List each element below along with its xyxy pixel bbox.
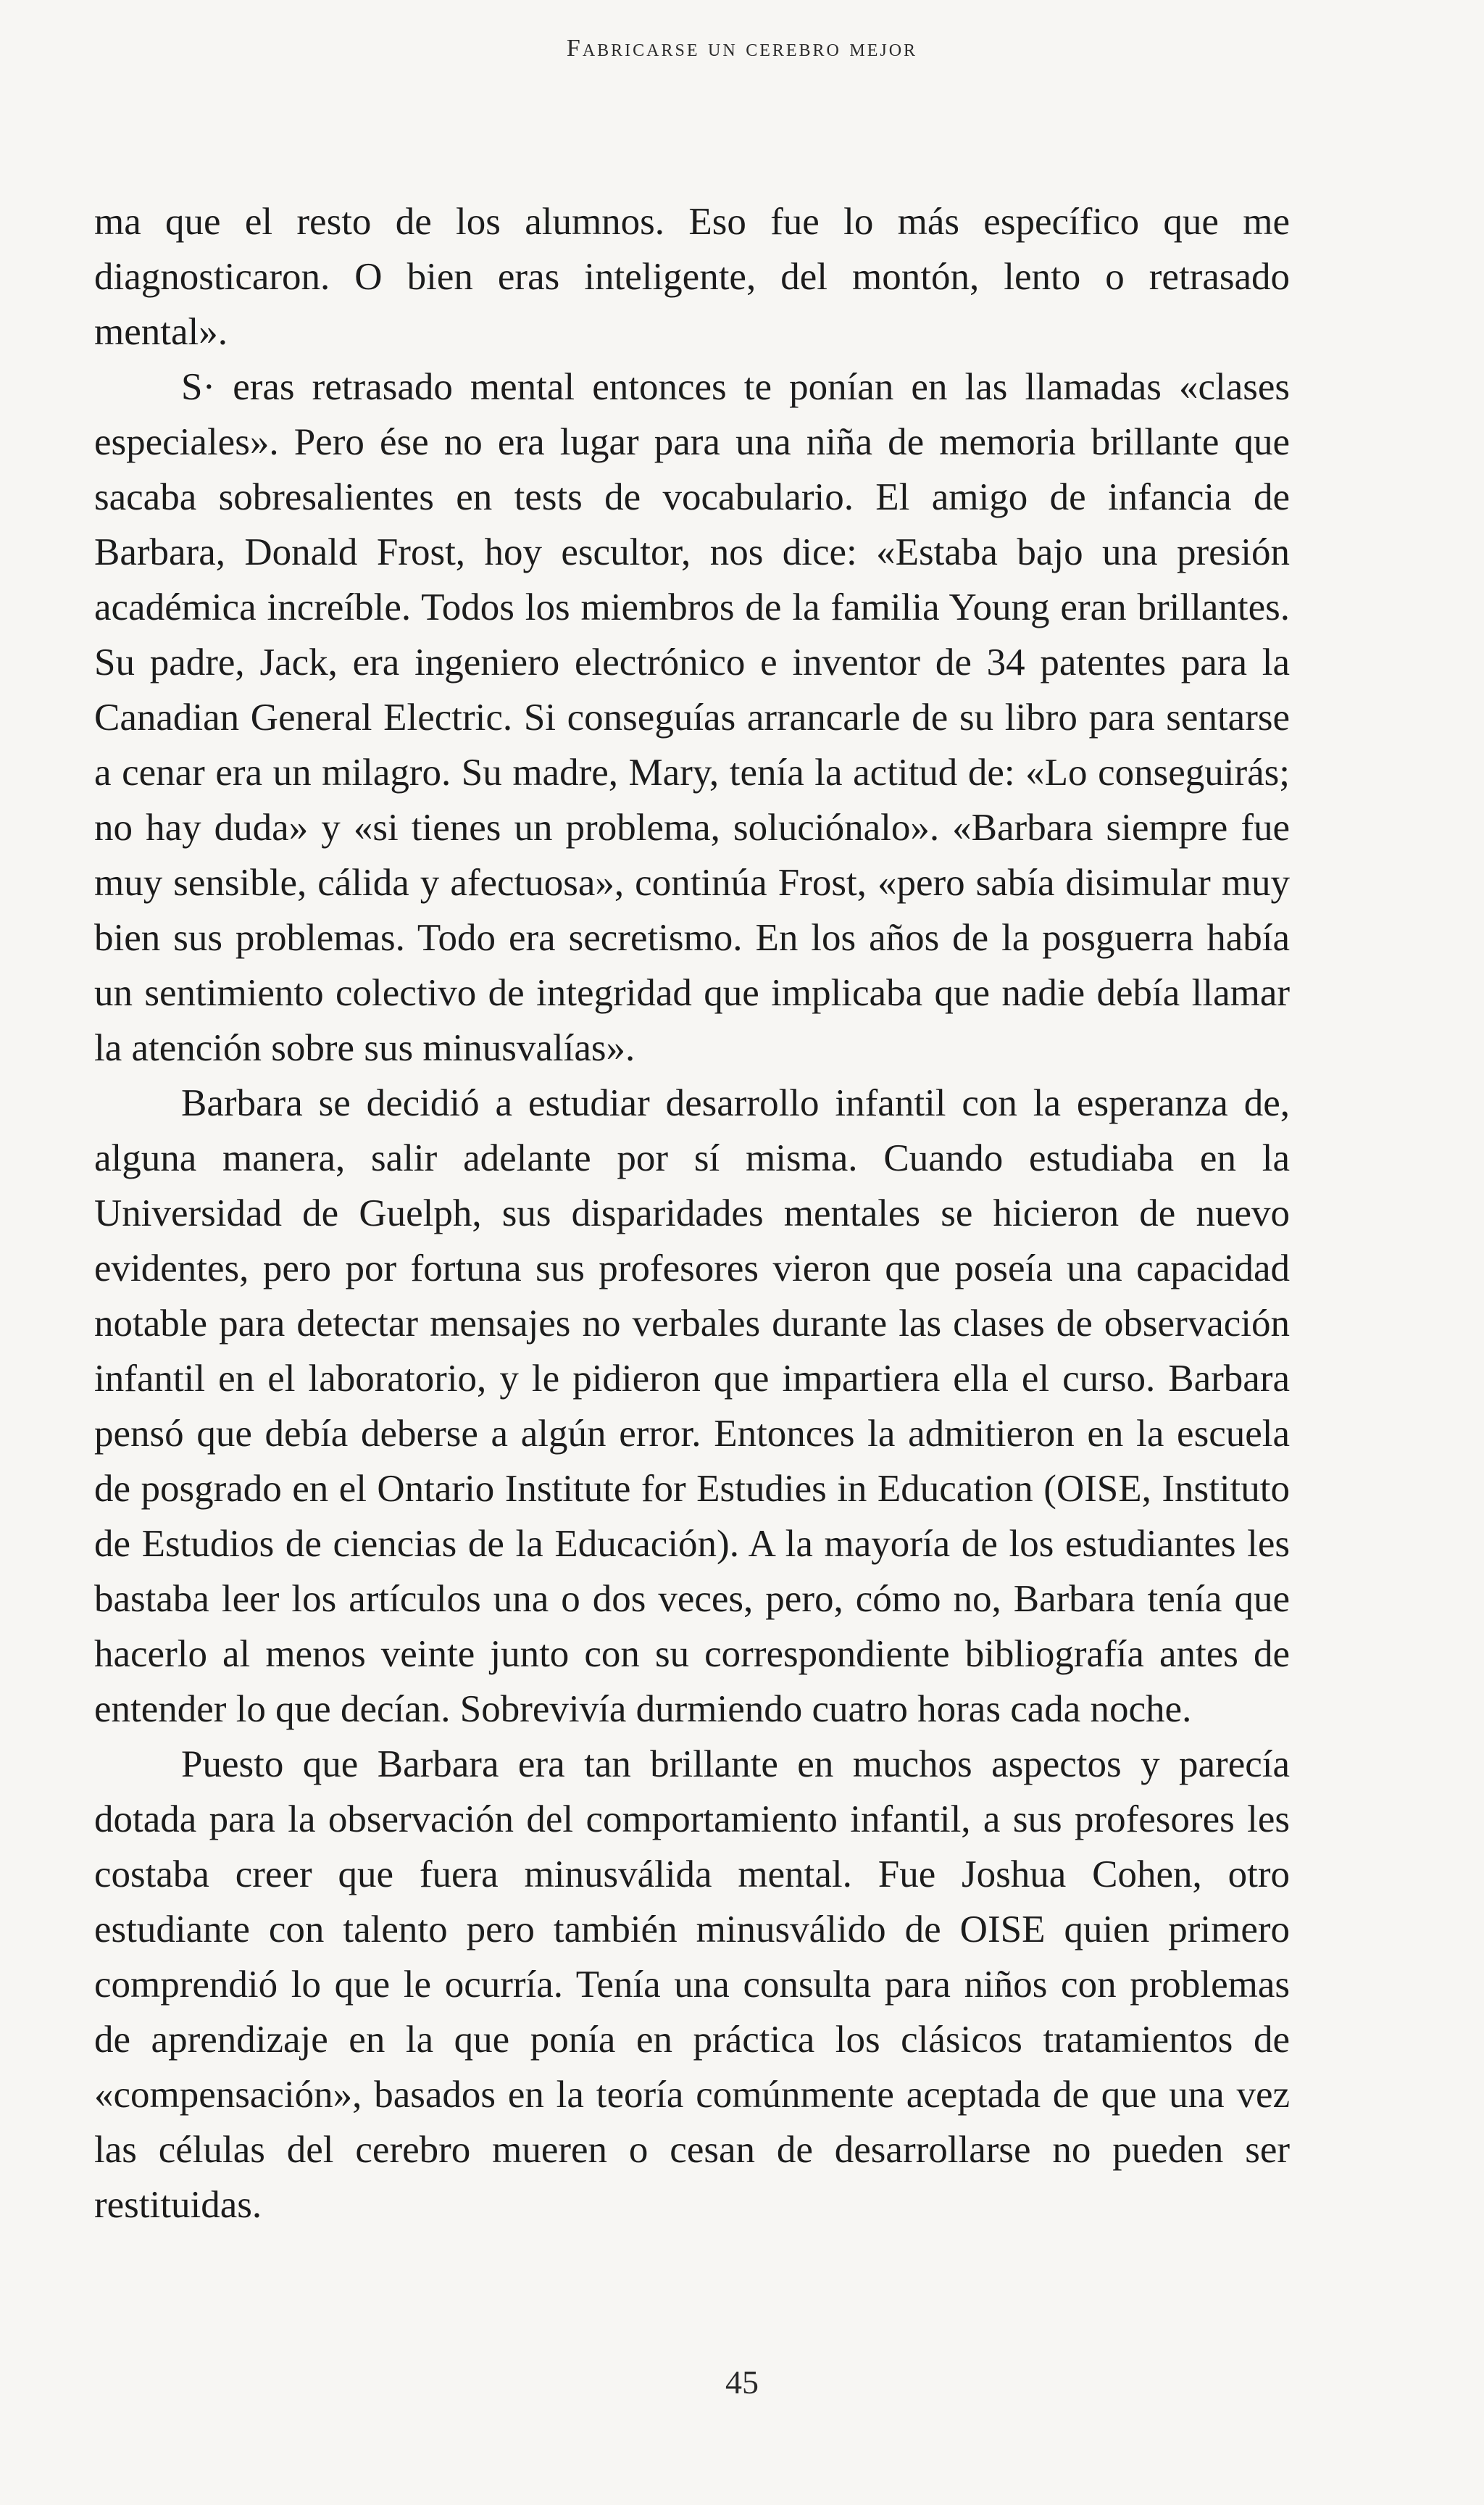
running-head: Fabricarse un cerebro mejor bbox=[566, 35, 918, 62]
paragraph: S· eras retrasado mental entonces te ponían en las llamadas «clases especiales». Pero ése no era lugar para una niña de memoria brillante que sacaba sobresalientes en tests de vocabulario. El amigo de infancia de Barbara, Donald Frost, hoy escultor, nos dice: «Estaba bajo una presión académica increíble. Todos los miembros de la familia Young eran brillantes. Su padre, Jack, era ingeniero electrónico e inventor de 34 patentes para la Canadian General Electric. Si conseguías arrancarle de su libro para sentarse a cenar era un milagro. Su madre, Mary, tenía la actitud de: «Lo conseguirás; no hay duda» y «si tienes un problema, soluciónalo». «Barbara siempre fue muy sensible, cálida y afectuosa», continúa Frost, «pero sabía disimular muy bien sus problemas. Todo era secretismo. En los años de la posguerra había un sentimiento colectivo de integridad que implicaba que nadie debía llamar la atención sobre sus minusvalías». bbox=[94, 366, 1290, 1069]
paragraph-continuation: ma que el resto de los alumnos. Eso fue lo más específico que me diagnosticaron. O bien eras inteligente, del montón, lento o retrasado mental». bbox=[94, 201, 1290, 353]
page-number: 45 bbox=[725, 2364, 759, 2401]
body-text bbox=[94, 194, 1290, 2232]
paragraph: Puesto que Barbara era tan brillante en muchos aspectos y parecía dotada para la observación del comportamiento infantil, a sus profesores les costaba creer que fuera minusválida mental. Fue Joshua Cohen, otro estudiante con talento pero también minusválido de OISE quien primero comprendió lo que le ocurría. Tenía una consulta para niños con problemas de aprendizaje en la que ponía en práctica los clásicos tratamientos de «compensación», basados en la teoría comúnmente aceptada de que una vez las células del cerebro mueren o cesan de desarrollarse no pueden ser restituidas. bbox=[94, 1743, 1290, 2226]
paragraph: Barbara se decidió a estudiar desarrollo infantil con la esperanza de, alguna manera, salir adelante por sí misma. Cuando estudiaba en la Universidad de Guelph, sus disparidades mentales se hicieron de nuevo evidentes, pero por fortuna sus profesores vieron que poseía una capacidad notable para detectar mensajes no verbales durante las clases de observación infantil en el laboratorio, y le pidieron que impartiera ella el curso. Barbara pensó que debía deberse a algún error. Entonces la admitieron en la escuela de posgrado en el Ontario Institute for Estudies in Education (OISE, Instituto de Estudios de ciencias de la Educación). A la mayoría de los estudiantes les bastaba leer los artículos una o dos veces, pero, cómo no, Barbara tenía que hacerlo al menos veinte junto con su correspondiente bibliografía antes de entender lo que decían. Sobrevivía durmiendo cuatro horas cada noche. bbox=[94, 1082, 1290, 1730]
